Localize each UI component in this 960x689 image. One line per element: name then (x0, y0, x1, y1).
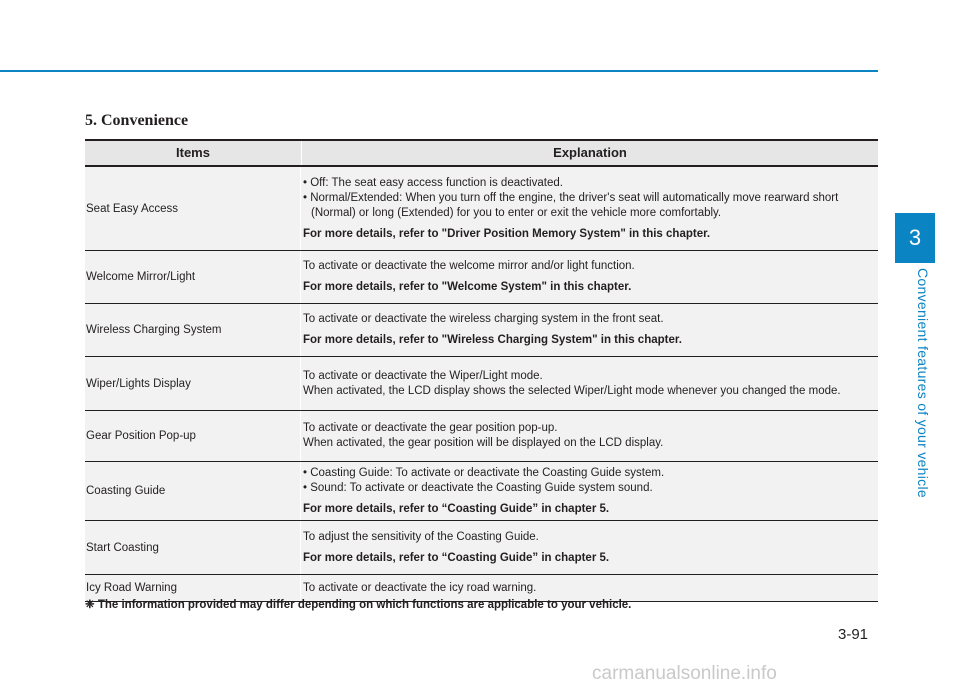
header-items: Items (85, 141, 302, 165)
settings-table (85, 139, 878, 602)
explanation-line: To activate or deactivate the icy road warning. (303, 581, 537, 594)
item-explanation (301, 304, 878, 356)
item-label: Start Coasting (85, 521, 301, 574)
footnote: ❈ The information provided may differ depending on which functions are applicable to your vehicle. (85, 599, 632, 611)
explanation-line: When activated, the gear position will be displayed on the LCD display. (303, 437, 664, 449)
item-explanation (301, 521, 878, 574)
reference-note: For more details, refer to “Coasting Guide” in chapter 5. (303, 502, 610, 515)
item-label: Icy Road Warning (85, 575, 301, 601)
table-header (85, 141, 878, 167)
reference-note: For more details, refer to "Driver Position Memory System" in this chapter. (303, 227, 711, 240)
table-row (85, 521, 878, 575)
explanation-line: • Coasting Guide: To activate or deactivate the Coasting Guide system. (303, 466, 665, 479)
table-row (85, 304, 878, 357)
chapter-tab: 3 (895, 213, 935, 263)
item-explanation (301, 251, 878, 303)
item-explanation (301, 357, 878, 410)
table-row (85, 251, 878, 304)
item-label: Gear Position Pop-up (85, 411, 301, 461)
top-rule (0, 70, 878, 72)
section-title: 5. Convenience (85, 112, 189, 129)
item-explanation (301, 411, 878, 461)
item-label: Wireless Charging System (85, 304, 301, 356)
item-label: Welcome Mirror/Light (85, 251, 301, 303)
table-row (85, 411, 878, 462)
explanation-line: To adjust the sensitivity of the Coasting Guide. (303, 530, 539, 543)
explanation-line: • Sound: To activate or deactivate the Coasting Guide system sound. (303, 481, 653, 494)
chapter-title: Convenient features of your vehicle (915, 268, 931, 498)
item-label: Coasting Guide (85, 462, 301, 520)
explanation-line: To activate or deactivate the welcome mirror and/or light function. (303, 260, 635, 272)
reference-note: For more details, refer to "Wireless Charging System" in this chapter. (303, 334, 682, 346)
explanation-line: To activate or deactivate the Wiper/Light mode. (303, 369, 543, 382)
reference-note: For more details, refer to "Welcome System" in this chapter. (303, 281, 632, 293)
explanation-line: To activate or deactivate the gear position pop-up. (303, 422, 558, 434)
reference-note: For more details, refer to “Coasting Guide” in chapter 5. (303, 551, 610, 564)
explanation-line: • Off: The seat easy access function is deactivated. (303, 176, 563, 189)
explanation-line: When activated, the LCD display shows the selected Wiper/Light mode whenever you changed the mode. (303, 384, 841, 397)
explanation-line: • Normal/Extended: When you turn off the engine, the driver's seat will automatically move rearward short (Normal) or long (Extended) for you to enter or exit the vehicle more comfortably. (303, 191, 839, 219)
table-row (85, 357, 878, 411)
item-explanation (301, 462, 878, 520)
header-explanation: Explanation (553, 145, 627, 160)
watermark: carmanualsonline.info (592, 663, 777, 684)
explanation-line: To activate or deactivate the wireless charging system in the front seat. (303, 313, 664, 325)
item-label: Seat Easy Access (85, 167, 301, 250)
table-row (85, 167, 878, 251)
page-number: 3-91 (838, 626, 869, 643)
item-label: Wiper/Lights Display (85, 357, 301, 410)
table-row (85, 462, 878, 521)
item-explanation (301, 167, 878, 250)
